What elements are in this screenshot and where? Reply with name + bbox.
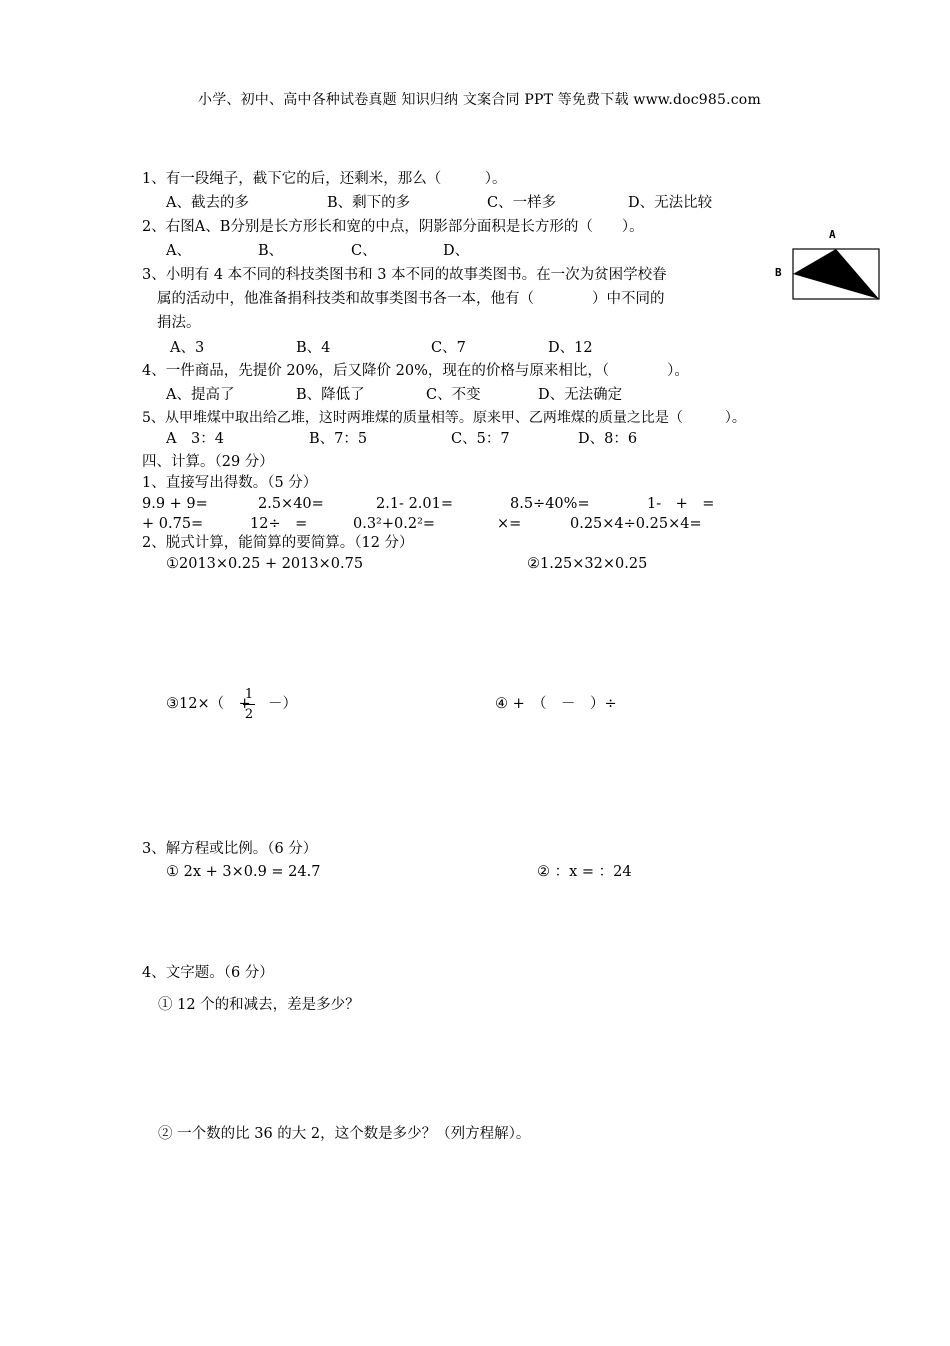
q3-option-c: C、7 [431, 340, 466, 356]
q1-option-c: C、一样多 [487, 195, 557, 211]
oral-calc-8: 0.3²+0.2²= [353, 516, 436, 532]
oral-calc-10: 0.25×4÷0.25×4= [570, 516, 702, 532]
q5-option-b: B、7：5 [309, 431, 368, 447]
oral-calc-2: 2.5×40= [258, 496, 324, 512]
q3-line-3: 捐法。 [157, 315, 201, 331]
q4-option-b: B、降低了 [296, 387, 365, 403]
oral-calc-1: 9.9 + 9= [142, 496, 208, 512]
part-4-title: 4、文字题。（6 分） [142, 965, 274, 981]
expression-3-suffix: －） [268, 696, 297, 712]
part-3-title: 3、解方程或比例。（6 分） [142, 841, 318, 857]
q5-stem: 5、从甲堆煤中取出给乙堆，这时两堆煤的质量相等。原来甲、乙两堆煤的质量之比是（ ）。 [142, 410, 746, 426]
rectangle-figure [790, 247, 882, 303]
q1-option-a: A、截去的多 [166, 195, 249, 211]
part-2-title: 2、脱式计算，能简算的要简算。（12 分） [142, 535, 414, 551]
q3-option-d: D、12 [548, 340, 593, 356]
q2-stem: 2、右图A、B分别是长方形长和宽的中点，阴影部分面积是长方形的（ ）。 [142, 219, 644, 235]
q4-stem: 4、一件商品，先提价 20%，后又降价 20%，现在的价格与原来相比，（ ）。 [142, 363, 689, 379]
expression-3-prefix: ③12×（ + [166, 696, 251, 712]
figure-label-a: A [829, 228, 836, 241]
oral-calc-3: 2.1- 2.01= [376, 496, 454, 512]
q4-option-c: C、不变 [426, 387, 481, 403]
q5-option-c: C、5：7 [451, 431, 510, 447]
oral-calc-6: + 0.75= [142, 516, 204, 532]
q2-option-a: A、 [166, 243, 191, 259]
expression-2: ②1.25×32×0.25 [527, 556, 648, 572]
q1-stem: 1、有一段绳子，截下它的后，还剩米，那么（ ）。 [142, 171, 507, 187]
q3-line-1: 3、小明有 4 本不同的科技类图书和 3 本不同的故事类图书。在一次为贫困学校眷 [142, 267, 667, 283]
figure-label-b: B [775, 266, 782, 279]
q1-option-b: B、剩下的多 [327, 195, 411, 211]
oral-calc-7: 12÷ = [250, 516, 308, 532]
q2-option-c: C、 [351, 243, 377, 259]
fraction-one-half [243, 688, 255, 728]
expression-4: ④ + （ － ）÷ [495, 696, 617, 712]
q3-option-a: A、3 [170, 340, 205, 356]
q2-option-b: B、 [258, 243, 284, 259]
fraction-numerator: 1 [244, 687, 254, 702]
page-header: 小学、初中、高中各种试卷真题 知识归纳 文案合同 PPT 等免费下载 www.doc985.com [198, 92, 761, 108]
expression-1: ①2013×0.25 + 2013×0.75 [166, 556, 364, 572]
q2-option-d: D、 [443, 243, 470, 259]
oral-calc-4: 8.5÷40%= [510, 496, 590, 512]
q5-option-a: A 3：4 [166, 431, 224, 447]
word-problem-2: ② 一个数的比 36 的大 2，这个数是多少？（列方程解）。 [158, 1126, 531, 1142]
section-4-title: 四、计算。（29 分） [142, 454, 274, 470]
part-1-title: 1、直接写出得数。（5 分） [142, 475, 318, 491]
equation-1: ① 2x + 3×0.9 = 24.7 [166, 864, 321, 880]
q1-option-d: D、无法比较 [628, 195, 713, 211]
q5-option-d: D、8：6 [578, 431, 638, 447]
q3-line-2: 属的活动中，他准备捐科技类和故事类图书各一本，他有（ ）中不同的 [157, 291, 665, 307]
fraction-denominator: 2 [244, 707, 254, 722]
oral-calc-9: ×= [497, 516, 522, 532]
fraction-bar [243, 704, 255, 705]
q4-option-a: A、提高了 [166, 387, 235, 403]
q4-option-d: D、无法确定 [538, 387, 623, 403]
oral-calc-5: 1- + = [647, 496, 715, 512]
equation-2: ② ：x = ：24 [537, 864, 632, 880]
q3-option-b: B、4 [296, 340, 331, 356]
word-problem-1: ① 12 个的和减去，差是多少？ [158, 997, 360, 1013]
